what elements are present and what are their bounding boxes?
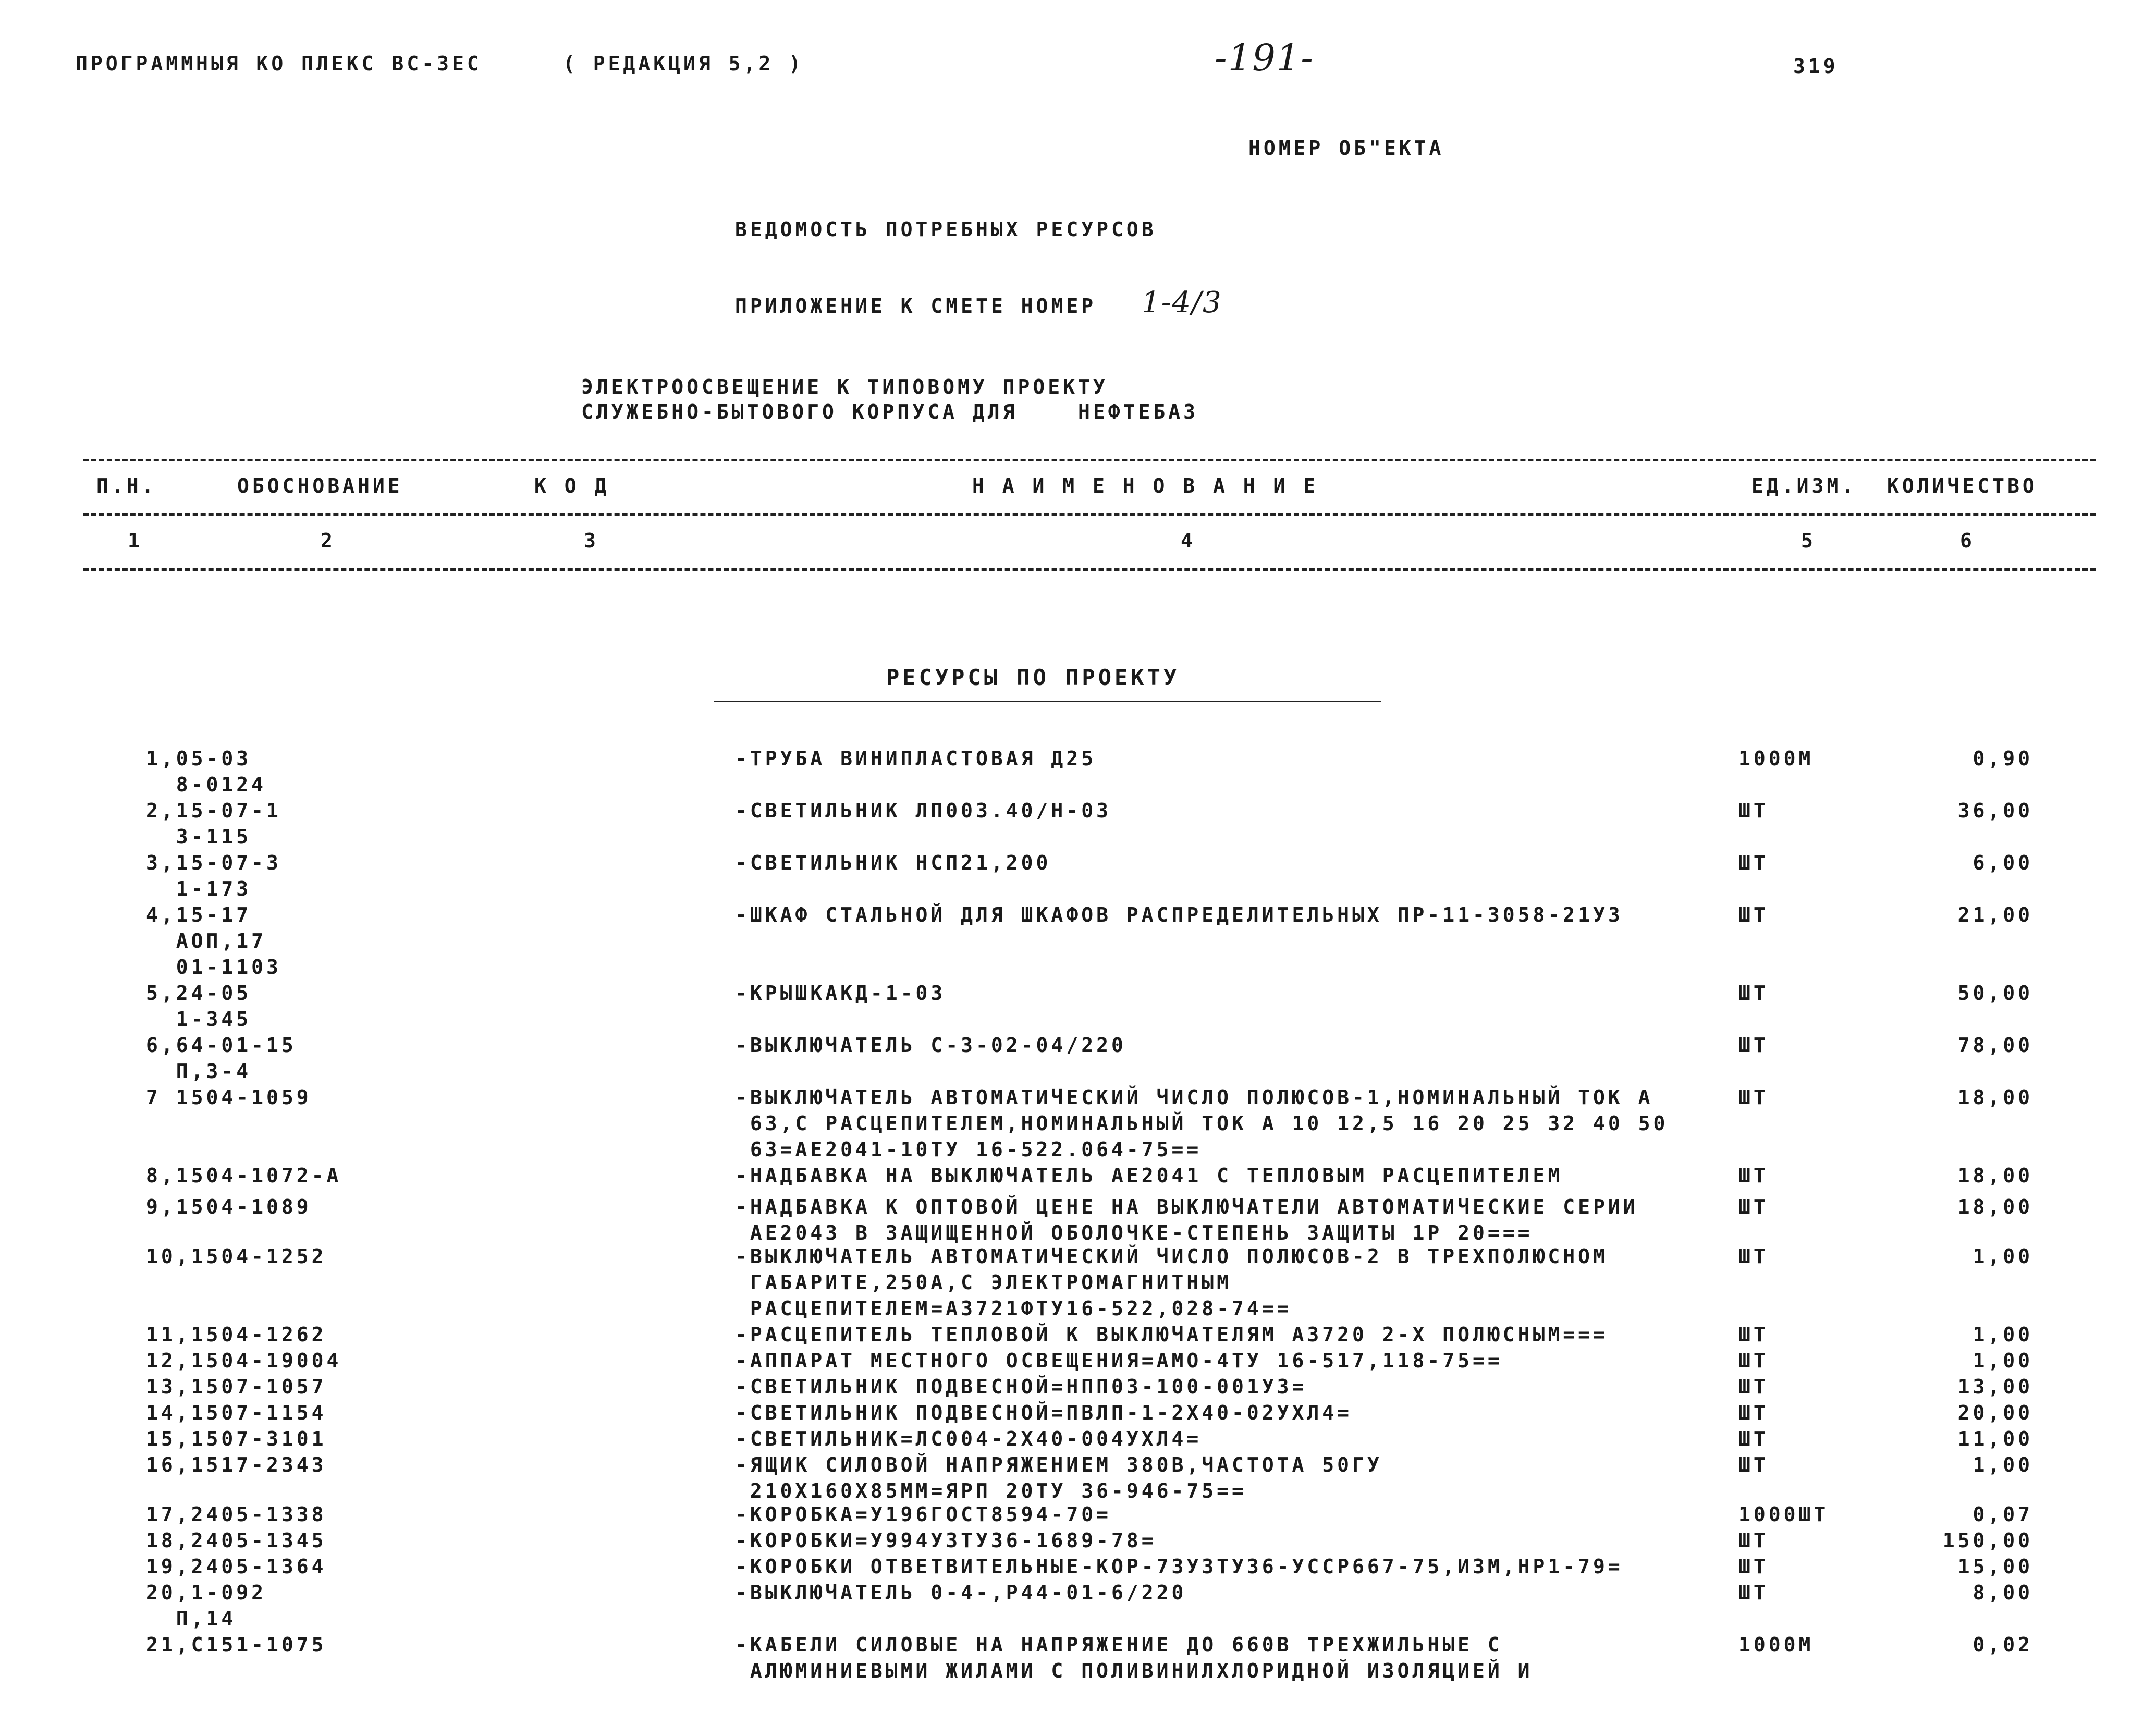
row-unit: ШТ [1738, 1529, 1769, 1552]
section-title: РЕСУРСЫ ПО ПРОЕКТУ [886, 665, 1180, 690]
row-quantity: 15,00 [1957, 1555, 2033, 1578]
row-quantity: 11,00 [1957, 1427, 2033, 1450]
row-unit: 1000М [1738, 747, 1814, 770]
row-quantity: 0,90 [1973, 747, 2033, 770]
row-code: 18,2405-1345 [146, 1529, 327, 1552]
row-unit: ШТ [1738, 1164, 1769, 1187]
row-unit: ШТ [1738, 1427, 1769, 1450]
row-unit: 1000М [1738, 1633, 1814, 1656]
row-unit: ШТ [1738, 851, 1769, 874]
row-code: 11,1504-1262 [146, 1323, 327, 1346]
row-unit: ШТ [1738, 799, 1769, 822]
row-code: 15,1507-3101 [146, 1427, 327, 1450]
page-number-handwritten: -191- [1215, 36, 1314, 79]
row-quantity: 8,00 [1973, 1581, 2033, 1604]
row-quantity: 50,00 [1957, 982, 2033, 1005]
row-name: -ВЫКЛЮЧАТЕЛЬ АВТОМАТИЧЕСКИЙ ЧИСЛО ПОЛЮСОВ-2 В ТРЕХПОЛЮСНОМ ГАБАРИТЕ,250А,С ЭЛЕКТРОМАГНИТНЫМ РАСЦЕПИТЕЛЕМ=А3721ФТУ16-522,028-74== [735, 1245, 1608, 1320]
edition-label: ( РЕДАКЦИЯ 5,2 ) [563, 52, 804, 75]
row-unit: ШТ [1738, 1453, 1769, 1476]
sheet-number: 319 [1793, 55, 1839, 78]
row-quantity: 0,02 [1973, 1633, 2033, 1656]
row-name: -ТРУБА ВИНИПЛАСТОВАЯ Д25 [735, 747, 1097, 770]
column-header-basis: ОБОСНОВАНИЕ [237, 474, 403, 497]
column-number-3: 3 [584, 529, 599, 552]
column-header-code: К О Д [534, 474, 610, 497]
row-code: 8,1504-1072-А [146, 1164, 342, 1187]
row-code: 2,15-07-1 3-115 [146, 799, 281, 848]
row-unit: ШТ [1738, 1034, 1769, 1057]
row-quantity: 1,00 [1973, 1453, 2033, 1476]
column-number-5: 5 [1801, 529, 1816, 552]
row-code: 20,1-092 П,14 [146, 1581, 267, 1630]
section-title-underline [714, 701, 1381, 703]
column-header-name: Н А И М Е Н О В А Н И Е [972, 474, 1319, 497]
row-name: -СВЕТИЛЬНИК ЛП003.40/Н-03 [735, 799, 1111, 822]
row-name: -ВЫКЛЮЧАТЕЛЬ С-3-02-04/220 [735, 1034, 1126, 1057]
column-header-pn: П.Н. [96, 474, 157, 497]
row-code: 3,15-07-3 1-173 [146, 851, 281, 900]
row-quantity: 18,00 [1957, 1164, 2033, 1187]
row-code: 4,15-17 АОП,17 01-1103 [146, 903, 281, 978]
row-name: -СВЕТИЛЬНИК ПОДВЕСНОЙ=НПП03-100-001УЗ= [735, 1375, 1307, 1398]
row-quantity: 1,00 [1973, 1323, 2033, 1346]
row-code: 16,1517-2343 [146, 1453, 327, 1476]
row-name: -КОРОБКА=У196ГОСТ8594-70= [735, 1503, 1111, 1526]
row-code: 7 1504-1059 [146, 1086, 312, 1109]
column-number-1: 1 [128, 529, 143, 552]
row-unit: ШТ [1738, 1555, 1769, 1578]
document-title: ВЕДОМОСТЬ ПОТРЕБНЫХ РЕСУРСОВ [735, 218, 1157, 241]
row-quantity: 18,00 [1957, 1195, 2033, 1218]
row-quantity: 78,00 [1957, 1034, 2033, 1057]
row-unit: ШТ [1738, 1195, 1769, 1218]
object-number-label: НОМЕР ОБ"ЕКТА [1248, 137, 1444, 160]
column-header-quantity: КОЛИЧЕСТВО [1887, 474, 2038, 497]
row-quantity: 0,07 [1973, 1503, 2033, 1526]
row-name: -ЯЩИК СИЛОВОЙ НАПРЯЖЕНИЕМ 380В,ЧАСТОТА 50ГУ 210Х160Х85ММ=ЯРП 20ТУ 36-946-75== [735, 1453, 1382, 1502]
program-name: ПРОГРАММНЫЯ КО ПЛЕКС ВС-ЗЕС [76, 52, 482, 75]
row-name: -СВЕТИЛЬНИК=ЛС004-2Х40-004УХЛ4= [735, 1427, 1202, 1450]
appendix-label: ПРИЛОЖЕНИЕ К СМЕТЕ НОМЕР [735, 295, 1097, 317]
row-name: -КРЫШКАКД-1-03 [735, 982, 946, 1005]
row-code: 21,С151-1075 [146, 1633, 327, 1656]
row-name: -КАБЕЛИ СИЛОВЫЕ НА НАПРЯЖЕНИЕ ДО 660В ТРЕХЖИЛЬНЫЕ С АЛЮМИНИЕВЫМИ ЖИЛАМИ С ПОЛИВИНИЛХЛОРИДНОЙ ИЗОЛЯЦИЕЙ И [735, 1633, 1533, 1682]
row-name: -НАДБАВКА К ОПТОВОЙ ЦЕНЕ НА ВЫКЛЮЧАТЕЛИ АВТОМАТИЧЕСКИЕ СЕРИИ АЕ2043 В ЗАЩИЩЕННОЙ ОБОЛОЧКЕ-СТЕПЕНЬ ЗАЩИТЫ 1Р 20=== [735, 1195, 1638, 1244]
row-code: 10,1504-1252 [146, 1245, 327, 1268]
row-quantity: 150,00 [1942, 1529, 2033, 1552]
row-quantity: 21,00 [1957, 903, 2033, 926]
row-unit: 1000ШТ [1738, 1503, 1829, 1526]
table-rule-top [83, 459, 2096, 461]
row-code: 12,1504-19004 [146, 1349, 342, 1372]
row-unit: ШТ [1738, 1086, 1769, 1109]
row-quantity: 18,00 [1957, 1086, 2033, 1109]
row-name: -СВЕТИЛЬНИК НСП21,200 [735, 851, 1051, 874]
row-name: -АППАРАТ МЕСТНОГО ОСВЕЩЕНИЯ=АМО-4ТУ 16-517,118-75== [735, 1349, 1503, 1372]
row-quantity: 13,00 [1957, 1375, 2033, 1398]
row-quantity: 6,00 [1973, 851, 2033, 874]
row-name: -ШКАФ СТАЛЬНОЙ ДЛЯ ШКАФОВ РАСПРЕДЕЛИТЕЛЬНЫХ ПР-11-3058-21УЗ [735, 903, 1623, 926]
row-code: 1,05-03 8-0124 [146, 747, 267, 796]
column-number-4: 4 [1181, 529, 1196, 552]
column-number-2: 2 [321, 529, 336, 552]
row-name: -ВЫКЛЮЧАТЕЛЬ АВТОМАТИЧЕСКИЙ ЧИСЛО ПОЛЮСОВ-1,НОМИНАЛЬНЫЙ ТОК А 63,С РАСЦЕПИТЕЛЕМ,НОМИНАЛЬНЫЙ ТОК А 10 12,5 16 20 25 32 40 50 63=АЕ2041-10ТУ 16-522.064-75== [735, 1086, 1669, 1161]
row-unit: ШТ [1738, 1349, 1769, 1372]
appendix-number: 1-4/3 [1142, 286, 1222, 320]
row-code: 5,24-05 1-345 [146, 982, 252, 1031]
row-name: -НАДБАВКА НА ВЫКЛЮЧАТЕЛЬ АЕ2041 С ТЕПЛОВЫМ РАСЦЕПИТЕЛЕМ [735, 1164, 1563, 1187]
row-code: 19,2405-1364 [146, 1555, 327, 1578]
row-unit: ШТ [1738, 903, 1769, 926]
row-quantity: 20,00 [1957, 1401, 2033, 1424]
row-name: -СВЕТИЛЬНИК ПОДВЕСНОЙ=ПВЛП-1-2Х40-02УХЛ4= [735, 1401, 1352, 1424]
row-unit: ШТ [1738, 1401, 1769, 1424]
table-rule-bottom [83, 568, 2096, 571]
row-unit: ШТ [1738, 1323, 1769, 1346]
row-unit: ШТ [1738, 1245, 1769, 1268]
row-name: -КОРОБКИ=У994УЗТУ36-1689-78= [735, 1529, 1157, 1552]
row-name: -КОРОБКИ ОТВЕТВИТЕЛЬНЫЕ-КОР-73УЗТУ36-УССР667-75,ИЗМ,НР1-79= [735, 1555, 1623, 1578]
row-unit: ШТ [1738, 982, 1769, 1005]
row-quantity: 36,00 [1957, 799, 2033, 822]
project-title-line2: СЛУЖЕБНО-БЫТОВОГО КОРПУСА ДЛЯ НЕФТЕБАЗ [581, 400, 1198, 423]
column-number-6: 6 [1960, 529, 1975, 552]
row-name: -ВЫКЛЮЧАТЕЛЬ 0-4-,Р44-01-6/220 [735, 1581, 1187, 1604]
row-unit: ШТ [1738, 1581, 1769, 1604]
row-quantity: 1,00 [1973, 1349, 2033, 1372]
table-rule-mid [83, 513, 2096, 516]
row-code: 9,1504-1089 [146, 1195, 312, 1218]
row-name: -РАСЦЕПИТЕЛЬ ТЕПЛОВОЙ К ВЫКЛЮЧАТЕЛЯМ А3720 2-Х ПОЛЮСНЫМ=== [735, 1323, 1608, 1346]
row-unit: ШТ [1738, 1375, 1769, 1398]
project-title-line1: ЭЛЕКТРООСВЕЩЕНИЕ К ТИПОВОМУ ПРОЕКТУ [581, 375, 1108, 398]
column-header-unit: ЕД.ИЗМ. [1751, 474, 1857, 497]
row-code: 13,1507-1057 [146, 1375, 327, 1398]
row-quantity: 1,00 [1973, 1245, 2033, 1268]
row-code: 6,64-01-15 П,3-4 [146, 1034, 297, 1083]
row-code: 17,2405-1338 [146, 1503, 327, 1526]
row-code: 14,1507-1154 [146, 1401, 327, 1424]
